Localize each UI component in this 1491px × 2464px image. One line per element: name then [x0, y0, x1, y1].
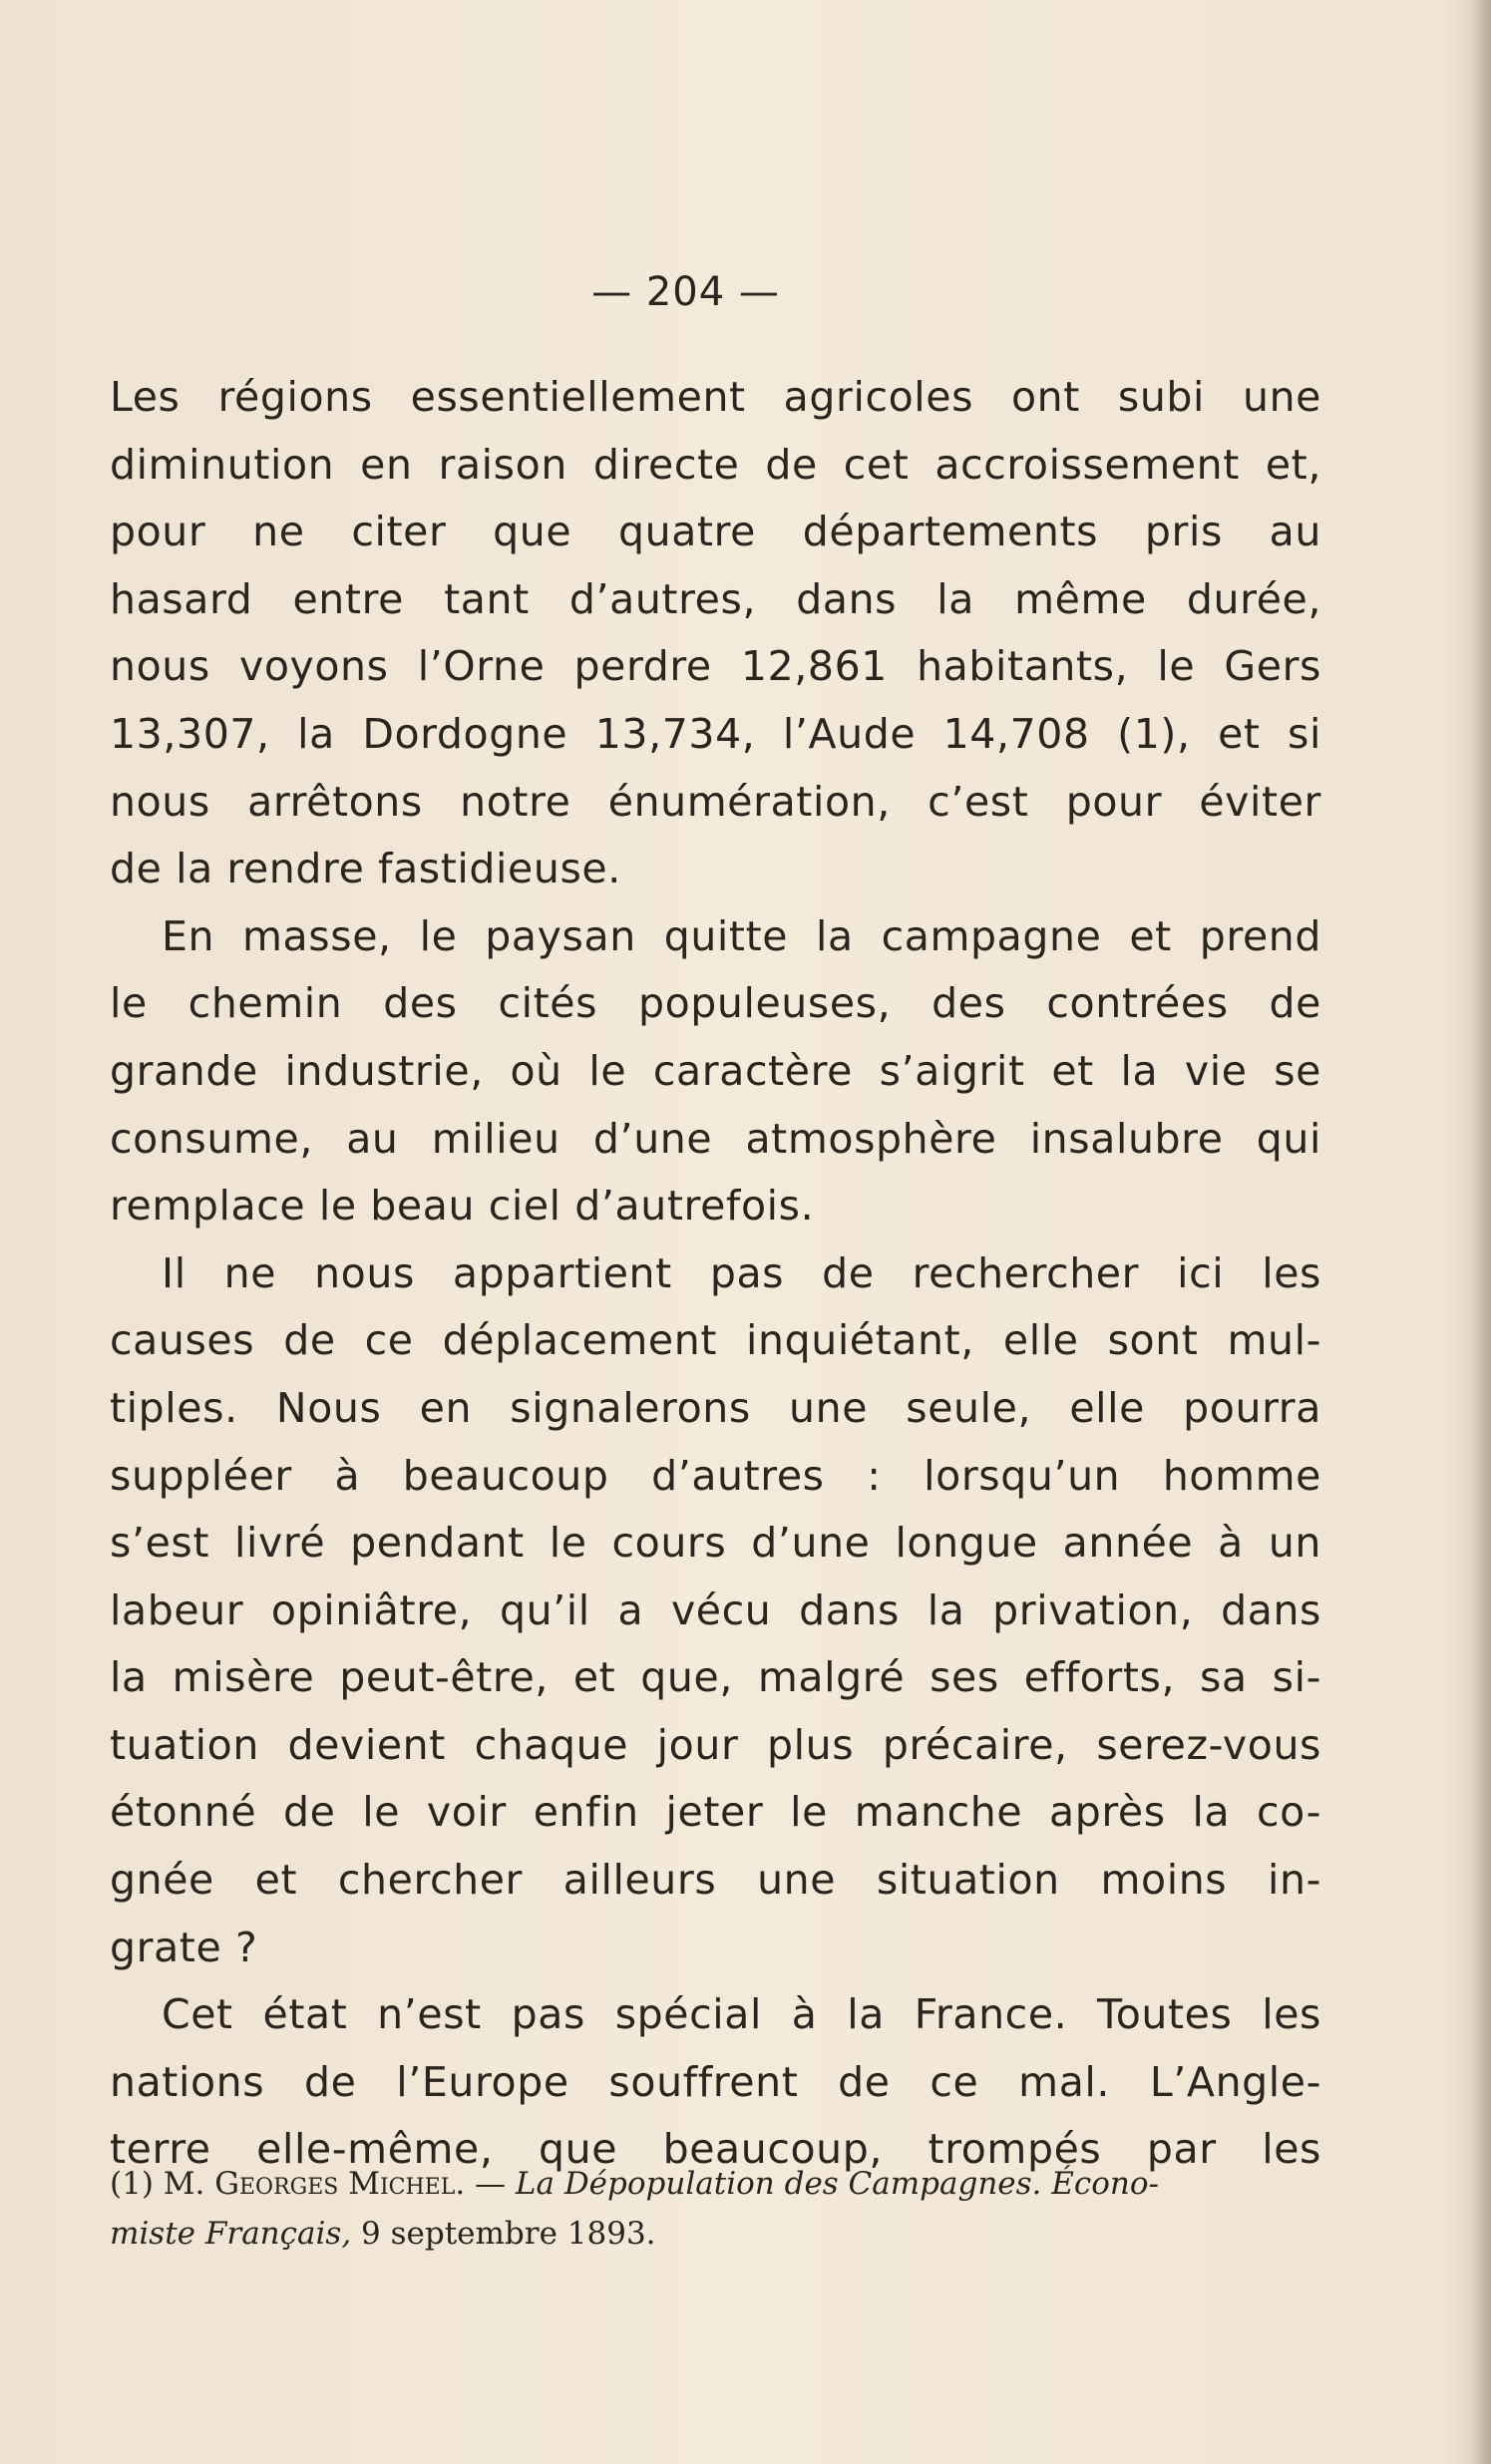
text-line: gnée et chercher ailleurs une situation moins in-: [110, 1856, 1321, 1905]
page-number: — 204 —: [591, 269, 780, 315]
paragraph-start-line: Cet état n’est pas spécial à la France. Toutes les: [162, 1990, 1321, 2039]
text-line: causes de ce déplacement inquiétant, elle sont mul-: [110, 1316, 1321, 1365]
text-line: nations de l’Europe souffrent de ce mal. L’Angle-: [110, 2057, 1321, 2106]
text-line: diminution en raison directe de cet accroissement et,: [110, 440, 1321, 489]
body-text: [110, 364, 1321, 2184]
paragraph-start-line: En masse, le paysan quitte la campagne et prend: [162, 911, 1321, 960]
text-line: nous arrêtons notre énumération, c’est pour éviter: [110, 777, 1321, 826]
footnote-dash: —: [475, 2166, 507, 2202]
text-line: étonné de le voir enfin jeter le manche après la co-: [110, 1788, 1321, 1837]
text-line: terre elle-même, que beaucoup, trompés par les: [110, 2125, 1321, 2174]
footnote-line-1: [110, 2159, 1321, 2209]
text-line: grande industrie, où le caractère s’aigrit et la vie se: [110, 1046, 1321, 1095]
text-line: de la rendre fastidieuse.: [110, 845, 621, 893]
text-line: la misère peut-être, et que, malgré ses efforts, sa si-: [110, 1653, 1321, 1702]
page-edge-shadow: [1471, 0, 1491, 2464]
footnote: [110, 2159, 1321, 2259]
footnote-marker: (1): [110, 2166, 154, 2202]
text-line: pour ne citer que quatre départements pris au: [110, 508, 1321, 556]
text-line: Les régions essentiellement agricoles ont subi une: [110, 373, 1321, 421]
text-line: consume, au milieu d’une atmosphère insalubre qui: [110, 1114, 1321, 1163]
footnote-date: 9 septembre 1893.: [361, 2216, 656, 2252]
footnote-line-2: [110, 2209, 1321, 2259]
text-line: remplace le beau ciel d’autrefois.: [110, 1182, 815, 1231]
text-line: 13,307, la Dordogne 13,734, l’Aude 14,708 (1), et si: [110, 709, 1321, 758]
paragraph-start-line: Il ne nous appartient pas de rechercher ici les: [162, 1248, 1321, 1297]
footnote-author: M. Georges Michel.: [163, 2166, 466, 2202]
text-line: le chemin des cités populeuses, des contrées de: [110, 979, 1321, 1028]
text-line: suppléer à beaucoup d’autres : lorsqu’un homme: [110, 1451, 1321, 1500]
text-line: nous voyons l’Orne perdre 12,861 habitants, le Gers: [110, 642, 1321, 691]
text-line: labeur opiniâtre, qu’il a vécu dans la privation, dans: [110, 1585, 1321, 1634]
footnote-title: La Dépopulation des Campagnes. Écono-: [515, 2166, 1160, 2202]
footnote-title-cont: miste Français,: [110, 2216, 352, 2252]
text-line: tiples. Nous en signalerons une seule, elle pourra: [110, 1383, 1321, 1432]
text-line: grate ?: [110, 1923, 258, 1971]
text-line: tuation devient chaque jour plus précaire, serez-vous: [110, 1720, 1321, 1769]
text-line: s’est livré pendant le cours d’une longue année à un: [110, 1519, 1321, 1568]
text-line: hasard entre tant d’autres, dans la même durée,: [110, 574, 1321, 623]
